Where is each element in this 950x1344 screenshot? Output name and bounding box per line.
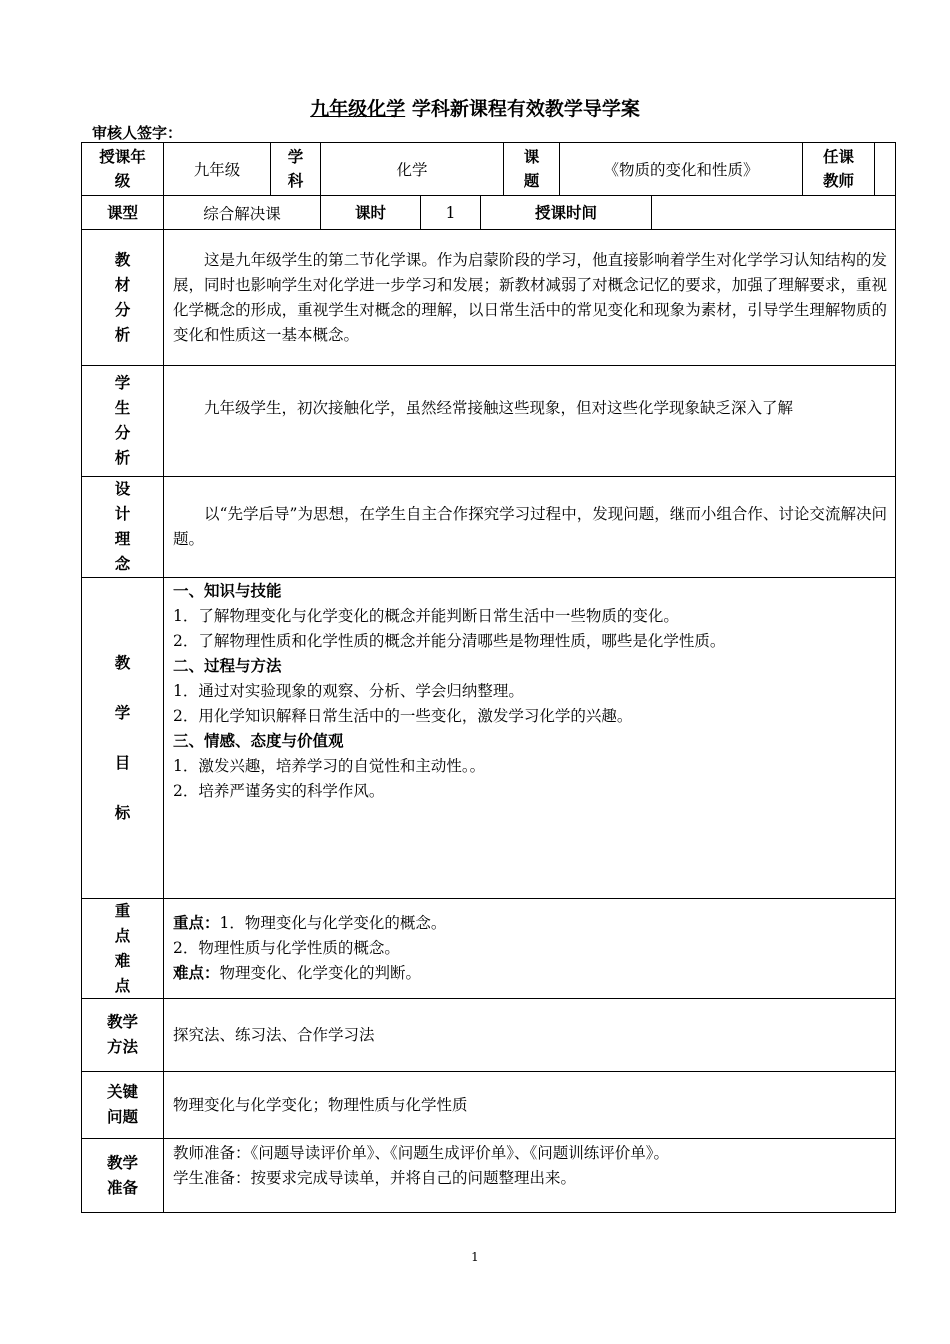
key-question-content	[163, 1072, 895, 1138]
design-concept-content	[163, 477, 895, 577]
teaching-method-text: 探究法、练习法、合作学习法	[173, 1025, 375, 1044]
teaching-method-row	[81, 998, 896, 1072]
design-concept-label: 设 计 理 念	[114, 480, 131, 573]
class-type-label: 课型	[106, 203, 138, 222]
goals-section-heading: 三、情感、态度与价值观	[173, 732, 344, 750]
subject-label: 学科	[270, 143, 320, 195]
title-rest: 学科新课程有效教学导学案	[411, 98, 640, 120]
goals-item: 2．了解物理性质和化学性质的概念并能分清哪些是物理性质，哪些是化学性质。	[173, 632, 726, 650]
teaching-method-label: 教学 方法	[106, 1013, 138, 1056]
key-point-line: 重点：1．物理变化与化学变化的概念。	[173, 914, 447, 932]
lesson-grade-value: 九年级	[163, 143, 270, 195]
goals-section-heading: 一、知识与技能	[173, 582, 282, 600]
material-analysis-label: 教 材 分 析	[114, 250, 131, 344]
goals-section-heading: 二、过程与方法	[173, 657, 282, 675]
difficult-point-line: 难点：物理变化、化学变化的判断。	[173, 964, 422, 982]
class-hours-label: 课时	[320, 196, 420, 229]
teaching-prep-row	[81, 1138, 896, 1213]
title-subject: 九年级化学	[310, 98, 406, 120]
teaching-goals-label: 教 学 目 标	[114, 654, 131, 822]
goals-item: 2．培养严谨务实的科学作风。	[173, 782, 385, 800]
student-analysis-text: 九年级学生，初次接触化学，虽然经常接触这些现象，但对这些化学现象缺乏深入了解	[204, 399, 794, 417]
key-label: 重点：	[173, 914, 220, 932]
key-question-label: 关键 问题	[106, 1083, 138, 1126]
teaching-prep-label: 教学 准备	[106, 1153, 138, 1197]
student-analysis-content	[163, 366, 895, 476]
topic-label: 课题	[503, 143, 559, 195]
key-points-content	[163, 899, 895, 998]
page-number: 1	[471, 1250, 479, 1264]
class-time-label: 授课时间	[480, 196, 651, 229]
key-points-row	[81, 898, 896, 999]
teaching-goals-row	[81, 577, 896, 899]
header-row-2	[81, 195, 896, 230]
teacher-label: 任课教师	[802, 143, 874, 195]
key-points-label: 重 点 难 点	[114, 901, 131, 995]
key-point-line: 2．物理性质与化学性质的概念。	[173, 939, 400, 957]
subject-value: 化学	[320, 143, 503, 195]
key-question-row	[81, 1071, 896, 1139]
key-question-text: 物理变化与化学变化；物理性质与化学性质	[173, 1095, 468, 1114]
goals-item: 1．激发兴趣，培养学习的自觉性和主动性。。	[173, 757, 486, 775]
goals-item: 1．了解物理变化与化学变化的概念并能判断日常生活中一些物质的变化。	[173, 607, 679, 625]
page-title	[0, 94, 950, 121]
reviewer-signature-label: 审核人签字：	[92, 124, 183, 142]
student-prep-text: 学生准备：按要求完成导读单，并将自己的问题整理出来。	[173, 1169, 577, 1187]
class-hours-value: 1	[420, 196, 480, 229]
teaching-goals-content	[163, 578, 895, 898]
goals-item: 2．用化学知识解释日常生活中的一些变化，激发学习化学的兴趣。	[173, 707, 633, 725]
lesson-grade-label: 授课年级	[99, 148, 146, 190]
topic-value: 《物质的变化和性质》	[559, 143, 802, 195]
goals-item: 1．通过对实验现象的观察、分析、学会归纳整理。	[173, 682, 524, 700]
class-time-value	[651, 196, 895, 229]
student-analysis-row	[81, 365, 896, 477]
design-concept-text: 以“先学后导”为思想，在学生自主合作探究学习过程中，发现问题，继而小组合作、讨论交流解决问题。	[173, 505, 887, 548]
class-type-value: 综合解决课	[163, 196, 320, 229]
design-concept-row	[81, 476, 896, 578]
material-analysis-content	[163, 230, 895, 365]
header-row-1	[81, 142, 896, 196]
teacher-value	[874, 143, 895, 195]
difficult-label: 难点：	[173, 964, 220, 982]
teaching-prep-content	[163, 1139, 895, 1212]
material-analysis-text: 这是九年级学生的第二节化学课。作为启蒙阶段的学习，他直接影响着学生对化学学习认知结构的发展，同时也影响学生对化学进一步学习和发展；新教材减弱了对概念记忆的要求，加强了理解要求，重视化学概念的形成，重视学生对概念的理解，以日常生活中的常见变化和现象为素材，引导学生理解物质的变化和性质这一基本概念。	[173, 251, 887, 344]
teaching-method-content	[163, 999, 895, 1071]
student-analysis-label: 学 生 分 析	[114, 374, 131, 467]
material-analysis-row	[81, 229, 896, 366]
teacher-prep-text: 教师准备：《问题导读评价单》、《问题生成评价单》、《问题训练评价单》。	[173, 1144, 670, 1162]
